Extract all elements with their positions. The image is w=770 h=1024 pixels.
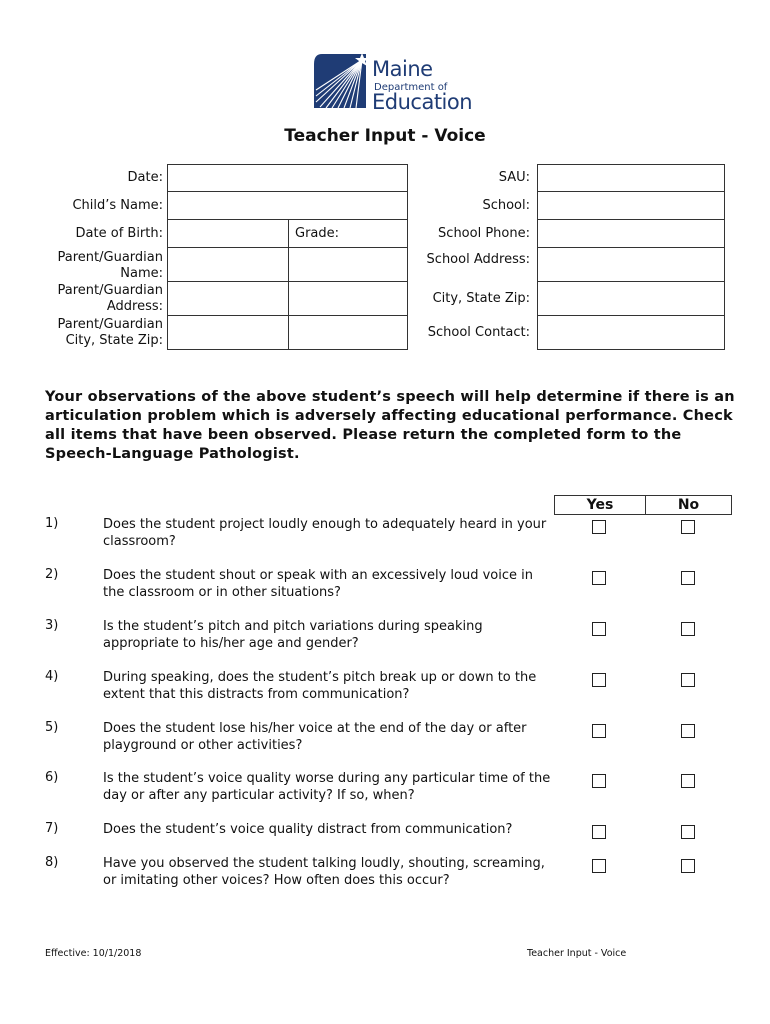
school-field[interactable] bbox=[537, 192, 725, 220]
child-name-field[interactable] bbox=[167, 192, 408, 220]
school-phone-field[interactable] bbox=[537, 220, 725, 248]
school-address-field[interactable] bbox=[537, 248, 725, 282]
footer-effective-date: Effective: 10/1/2018 bbox=[45, 948, 142, 959]
question-number: 1) bbox=[45, 516, 59, 531]
school-label: School: bbox=[482, 198, 530, 213]
question-4-no-checkbox[interactable] bbox=[681, 673, 695, 687]
school-address-label: School Address: bbox=[426, 252, 530, 267]
question-text: Have you observed the student talking loudly, shouting, screaming, or imitating other voices? How often does this occur? bbox=[103, 856, 545, 888]
pg-address-field-2[interactable] bbox=[288, 282, 408, 316]
pg-address-field[interactable] bbox=[167, 282, 289, 316]
question-3-no-checkbox[interactable] bbox=[681, 622, 695, 636]
school-contact-label: School Contact: bbox=[427, 325, 530, 340]
question-text: Does the student’s voice quality distract from communication? bbox=[103, 822, 513, 837]
pg-name-field-2[interactable] bbox=[288, 248, 408, 282]
dob-label: Date of Birth: bbox=[75, 226, 163, 241]
question-8-yes-checkbox[interactable] bbox=[592, 859, 606, 873]
question-5-yes-checkbox[interactable] bbox=[592, 724, 606, 738]
footer-form-name: Teacher Input - Voice bbox=[527, 948, 627, 959]
date-label: Date: bbox=[127, 170, 163, 185]
question-6-yes-checkbox[interactable] bbox=[592, 774, 606, 788]
question-number: 3) bbox=[45, 618, 59, 633]
question-5-no-checkbox[interactable] bbox=[681, 724, 695, 738]
pg-name-field[interactable] bbox=[167, 248, 289, 282]
sau-label: SAU: bbox=[498, 170, 530, 185]
question-text: Does the student project loudly enough to adequately heard in your classroom? bbox=[103, 517, 547, 549]
question-number: 5) bbox=[45, 720, 59, 735]
page-title: Teacher Input - Voice bbox=[284, 126, 486, 146]
pg-address-label: Parent/Guardian Address: bbox=[57, 283, 163, 314]
question-7-no-checkbox[interactable] bbox=[681, 825, 695, 839]
question-number: 2) bbox=[45, 567, 59, 582]
sau-field[interactable] bbox=[537, 164, 725, 192]
question-number: 4) bbox=[45, 669, 59, 684]
question-number: 8) bbox=[45, 855, 59, 870]
pg-city-field[interactable] bbox=[167, 316, 289, 350]
no-header: No bbox=[645, 495, 732, 515]
school-contact-field[interactable] bbox=[537, 316, 725, 350]
grade-label: Grade: bbox=[295, 226, 340, 241]
school-phone-label: School Phone: bbox=[438, 226, 530, 241]
question-2-no-checkbox[interactable] bbox=[681, 571, 695, 585]
question-1-no-checkbox[interactable] bbox=[681, 520, 695, 534]
date-field[interactable] bbox=[167, 164, 408, 192]
question-3-yes-checkbox[interactable] bbox=[592, 622, 606, 636]
logo-department: Department of bbox=[374, 82, 448, 93]
question-6-no-checkbox[interactable] bbox=[681, 774, 695, 788]
yes-header: Yes bbox=[554, 495, 646, 515]
question-text: Is the student’s pitch and pitch variations during speaking appropriate to his/her age and gender? bbox=[103, 619, 483, 651]
pg-city-label: Parent/Guardian City, State Zip: bbox=[57, 317, 163, 348]
instructions: Your observations of the above student’s speech will help determine if there is an articulation problem which is adversely affecting educational performance. Check all items that have been observed. Please return the completed form to the Speech-Language Pathologist. bbox=[45, 389, 735, 462]
question-2-yes-checkbox[interactable] bbox=[592, 571, 606, 585]
question-text: Does the student shout or speak with an excessively loud voice in the classroom or in other situations? bbox=[103, 568, 533, 600]
logo-education: Education bbox=[372, 90, 473, 114]
question-text: Is the student’s voice quality worse during any particular time of the day or after any particular activity? If so, when? bbox=[103, 771, 551, 803]
question-number: 7) bbox=[45, 821, 59, 836]
city-state-zip-field[interactable] bbox=[537, 282, 725, 316]
city-state-zip-label: City, State Zip: bbox=[432, 291, 530, 306]
maine-doe-logo bbox=[312, 50, 487, 114]
question-7-yes-checkbox[interactable] bbox=[592, 825, 606, 839]
question-text: During speaking, does the student’s pitch break up or down to the extent that this distracts from communication? bbox=[103, 670, 537, 702]
dob-field[interactable] bbox=[167, 220, 289, 248]
question-1-yes-checkbox[interactable] bbox=[592, 520, 606, 534]
logo-graphic-icon bbox=[312, 52, 368, 110]
question-8-no-checkbox[interactable] bbox=[681, 859, 695, 873]
question-text: Does the student lose his/her voice at the end of the day or after playground or other activities? bbox=[103, 721, 527, 753]
logo-maine: Maine bbox=[372, 57, 433, 81]
question-number: 6) bbox=[45, 770, 59, 785]
child-name-label: Child’s Name: bbox=[72, 198, 163, 213]
pg-name-label: Parent/Guardian Name: bbox=[57, 250, 163, 281]
pg-city-field-2[interactable] bbox=[288, 316, 408, 350]
question-4-yes-checkbox[interactable] bbox=[592, 673, 606, 687]
